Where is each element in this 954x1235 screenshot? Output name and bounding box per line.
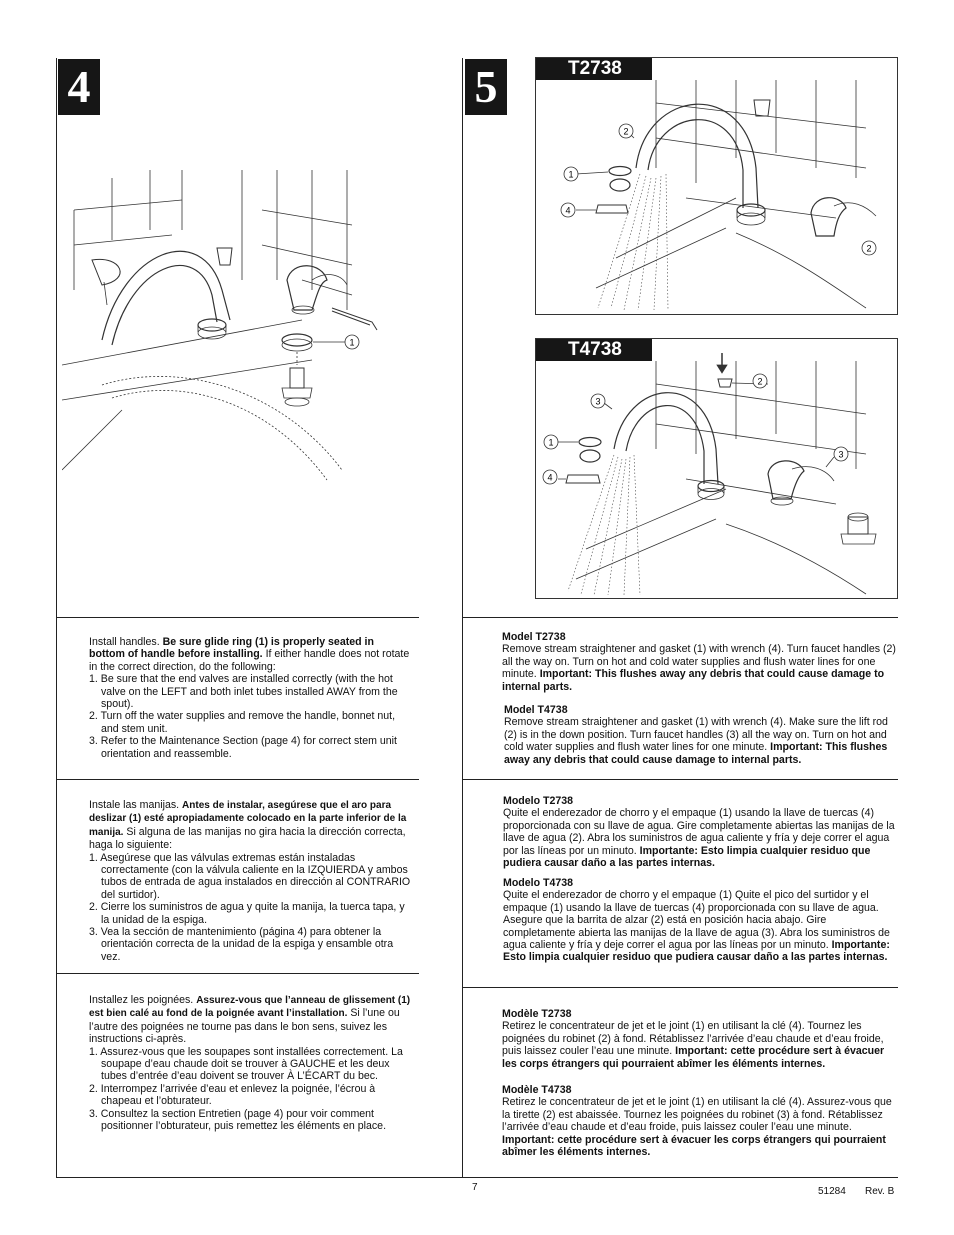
model-label-t2738: T2738 bbox=[536, 58, 652, 80]
model-heading: Modèle T2738 bbox=[502, 1008, 572, 1020]
instruction: Retirez le concentrateur de jet et le joint (1) en utilisant la clé (4). Tournez les poignées du robinet (2) à fond. Rétablissez l’arrivée d’eau chaude et d’eau froide, puis laissez couler l’eau une minute. bbox=[502, 1020, 884, 1058]
callout-3: 3 bbox=[838, 449, 844, 460]
step5-spanish-model1 bbox=[503, 795, 897, 869]
intro-continued: Si l’une ou l’autre des poignées ne tourne pas dans le bon sens, suivez les instructions ci-après. bbox=[89, 1007, 400, 1046]
callout-2: 2 bbox=[623, 126, 629, 137]
revision: Rev. B bbox=[865, 1186, 895, 1197]
callout-2: 2 bbox=[757, 376, 763, 387]
list-item: 1. Be sure that the end valves are installed correctly (with the hot valve on the LEFT and both inlet tubes installed AWAY from the spout). bbox=[89, 673, 398, 711]
callout-2: 2 bbox=[866, 243, 872, 254]
divider bbox=[56, 779, 419, 780]
callout-1: 1 bbox=[548, 437, 554, 448]
step5-spanish-model2 bbox=[503, 877, 897, 964]
important-note: Importante: Esto limpia cualquier residuo que pudiera causar daño a las partes internas. bbox=[503, 844, 871, 870]
important-note: Importante: Esto limpia cualquier residuo que pudiera causar daño a las partes internas. bbox=[503, 939, 890, 964]
instruction: Retirez le concentrateur de jet et le joint (1) en utilisant la clé (4). Assurez-vous que la tirette (2) est abaissée. Tournez les poignées du robinet (3) à fond. Rétablissez l’arrivée d’eau chaude et d’eau froide, puis laissez couler l’eau une minute. bbox=[502, 1096, 892, 1134]
divider bbox=[462, 779, 898, 780]
list-item: 1. Assurez-vous que les soupapes sont installées correctement. La soupape d’eau chaude doit se trouver à GAUCHE et les deux tubes d’entrée d’eau doivent se trouver À L’ÉCART du bec. bbox=[89, 1045, 403, 1083]
model-heading: Modèle T4738 bbox=[502, 1084, 572, 1096]
bottom-frame-line bbox=[56, 1177, 898, 1178]
step5-french-model2 bbox=[502, 1084, 896, 1158]
instruction: Quite el enderezador de chorro y el empaque (1) Quite el pico del surtidor y el empaque (1) usando la llave de tuercas (4) proporcionada con su llave de agua. Asegure que la barrita de alzar (2) está en posición hacia abajo. Gire completamente abierta las manijas de la llave de agua (3). Abra los suministros de agua caliente y fría y deje correr el agua por las líneas por un minuto. bbox=[503, 889, 890, 952]
list-item: 1. Asegúrese que las válvulas extremas están instaladas correctamente (con la válvula caliente en la IZQUIERDA y ambos tubos de entrada de agua instalados en dirección al CONTRARIO del surtidor). bbox=[89, 851, 411, 901]
list-item: 2. Cierre los suministros de agua y quite la manija, la tuerca tapa, y la unidad de la espiga. bbox=[89, 901, 405, 926]
callout-4: 4 bbox=[565, 205, 571, 216]
step4-spanish-text bbox=[89, 799, 415, 963]
step4-french-text bbox=[89, 994, 415, 1132]
intro-continued: Si alguna de las manijas no gira hacia la dirección correcta, haga lo siguiente: bbox=[89, 825, 406, 852]
model-heading: Modelo T2738 bbox=[503, 795, 574, 807]
list-item: 2. Interrompez l’arrivée d’eau et enlevez la poignée, l’écrou à chapeau et l’obturateur. bbox=[89, 1082, 376, 1108]
figure-t2738 bbox=[535, 57, 898, 315]
step5-french-model1 bbox=[502, 1008, 900, 1070]
page-number: 7 bbox=[472, 1182, 478, 1193]
list-item: 3. Consultez la section Entretien (page 4) pour voir comment positionner l’obturateur, puis remettez les éléments en place. bbox=[89, 1107, 387, 1133]
instruction: Remove stream straightener and gasket (1) with wrench (4). Make sure the lift rod (2) is in the down position. Turn faucet handles (3) all the way on. Turn on hot and cold water supplies and flush water lines for one minute. bbox=[504, 716, 888, 754]
step4-english-text bbox=[89, 636, 411, 760]
instruction: Quite el enderezador de chorro y el empaque (1) usando la llave de tuercas (4) proporcionada con su llave de agua. Gire completamente abiertas las manijas de la llave de agua (2). Abra los suministros de agua caliente y fría y deje correr el agua por las líneas por un minuto. bbox=[503, 807, 895, 857]
model-label-t4738: T4738 bbox=[536, 339, 652, 361]
intro: Instale las manijas. bbox=[89, 799, 183, 811]
model-heading: Modelo T4738 bbox=[503, 877, 574, 889]
important-note: Important: This flushes away any debris that could cause damage to internal parts. bbox=[502, 668, 885, 693]
callout-3: 3 bbox=[595, 396, 601, 407]
step-number-5: 5 bbox=[465, 59, 507, 115]
important-note: Important: cette procédure sert à évacuer les corps étrangers qui pourraient abîmer les éléments internes. bbox=[502, 1133, 886, 1159]
divider bbox=[56, 617, 419, 618]
step4-illustration bbox=[62, 170, 412, 510]
important-note: Be sure glide ring (1) is properly seated in bottom of handle before installing. bbox=[89, 636, 374, 661]
callout-1: 1 bbox=[349, 337, 355, 348]
figure-t4738 bbox=[535, 338, 898, 599]
list-item: 3. Refer to the Maintenance Section (page 4) for correct stem unit orientation and reassemble. bbox=[89, 735, 397, 760]
list-item: 2. Turn off the water supplies and remove the handle, bonnet nut, and stem unit. bbox=[89, 710, 396, 735]
divider bbox=[56, 973, 419, 974]
divider bbox=[462, 617, 898, 618]
callout-4: 4 bbox=[547, 472, 553, 483]
instruction: Remove stream straightener and gasket (1) with wrench (4). Turn faucet handles (2) all the way on. Turn on hot and cold water supplies and flush water lines for one minute. bbox=[502, 643, 896, 681]
important-note: Important: cette procédure sert à évacuer les corps étrangers qui pourraient abîmer les éléments internes. bbox=[502, 1045, 885, 1070]
important-note: Antes de instalar, asegúrese que el aro para deslizar (1) esté apropiadamente colocado en la parte inferior de la manija. bbox=[89, 800, 407, 838]
divider bbox=[462, 987, 898, 988]
model-heading: Model T4738 bbox=[504, 704, 568, 716]
step5-english-model2 bbox=[504, 704, 898, 766]
model-heading: Model T2738 bbox=[502, 631, 566, 643]
list-item: 3. Vea la sección de mantenimiento (página 4) para obtener la orientación correcta de la unidad de la espiga y ensamble otra vez. bbox=[89, 926, 394, 963]
intro: Install handles. bbox=[89, 636, 163, 648]
step5-english-model1 bbox=[502, 631, 896, 693]
important-note: Important: This flushes away any debris that could cause damage to internal parts. bbox=[504, 741, 888, 766]
important-note: Assurez-vous que l’anneau de glissement (1) est bien calé au fond de la poignée avant l’installation. bbox=[89, 995, 411, 1020]
document-number: 51284 bbox=[818, 1186, 846, 1197]
step-number-4: 4 bbox=[58, 59, 100, 115]
intro: Installez les poignées. bbox=[89, 994, 197, 1006]
callout-1: 1 bbox=[568, 169, 574, 180]
intro-continued: If either handle does not rotate in the correct direction, do the following: bbox=[89, 648, 410, 673]
